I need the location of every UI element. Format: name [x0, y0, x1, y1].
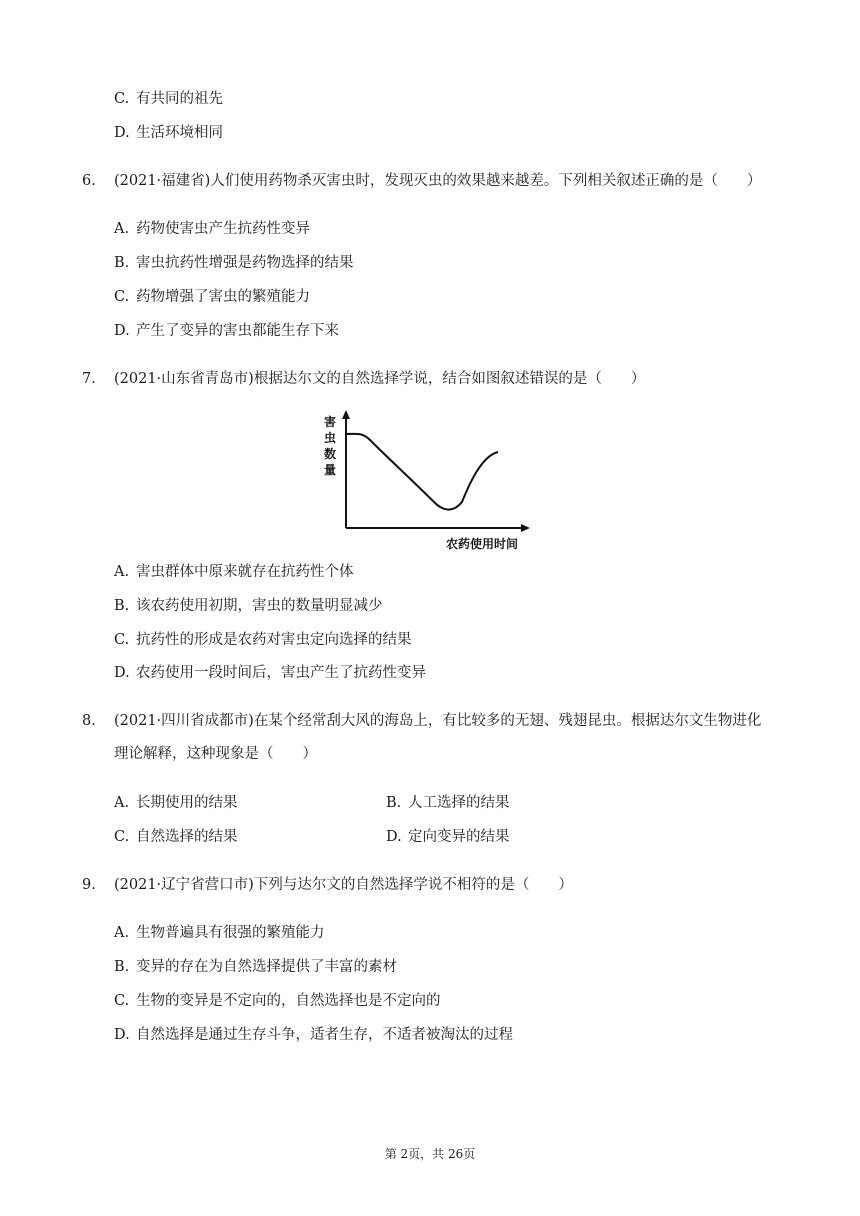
option-text: 药物使害虫产生抗药性变异 [136, 221, 310, 237]
question-stem: (2021·辽宁省营口市)下列与达尔文的自然选择学说不相符的是（ ） [114, 877, 573, 893]
y-axis-arrow [342, 410, 350, 419]
option-text: 自然选择的结果 [136, 829, 238, 845]
option-letter: C. [114, 632, 130, 648]
option-letter: B. [114, 255, 130, 271]
y-label-char: 量 [324, 463, 337, 477]
q6-option-b [114, 253, 354, 273]
option-letter: C. [114, 289, 130, 305]
question-stem: (2021·福建省)人们使用药物杀灭害虫时，发现灭虫的效果越来越差。下列相关叙述正确的是（ ） [114, 173, 762, 189]
option-text: 害虫抗药性增强是药物选择的结果 [136, 255, 354, 271]
option-letter: A. [114, 221, 130, 237]
option-text: 害虫群体中原来就存在抗药性个体 [136, 564, 354, 580]
option-text: 生物的变异是不定向的，自然选择也是不定向的 [136, 993, 441, 1009]
q9-option-b [114, 957, 397, 977]
question-stem-line1: (2021·四川省成都市)在某个经常刮大风的海岛上，有比较多的无翅、残翅昆虫。根据达尔文生物进化 [114, 713, 762, 729]
option-letter: D. [114, 1027, 130, 1043]
q6-option-d [114, 321, 339, 341]
option-text: 自然选择是通过生存斗争，适者生存，不适者被淘汰的过程 [136, 1027, 513, 1043]
question-number: 9. [82, 877, 96, 893]
option-letter: B. [386, 795, 402, 811]
option-text: 该农药使用初期，害虫的数量明显减少 [136, 598, 383, 614]
option-text: 生物普遍具有很强的繁殖能力 [136, 925, 325, 941]
pest-population-graph [322, 410, 538, 554]
q8-option-a [114, 793, 238, 813]
pest-population-figure [322, 410, 538, 554]
option-text: 抗药性的形成是农药对害虫定向选择的结果 [136, 632, 412, 648]
option-letter: D. [114, 323, 130, 339]
question-stem-line2: 理论解释，这种现象是（ ） [114, 746, 317, 762]
q8-option-c [114, 827, 238, 847]
q6-option-c [114, 287, 310, 307]
question-stem: (2021·山东省青岛市)根据达尔文的自然选择学说，结合如图叙述错误的是（ ） [114, 371, 646, 387]
option-letter: C. [114, 829, 130, 845]
q6-option-a [114, 219, 310, 239]
option-text: 人工选择的结果 [408, 795, 510, 811]
option-letter: A. [114, 795, 130, 811]
option-text: 长期使用的结果 [136, 795, 238, 811]
q9-option-c [114, 991, 441, 1011]
option-letter: D. [114, 665, 130, 681]
option-text: 产生了变异的害虫都能生存下来 [136, 323, 339, 339]
x-axis-arrow [521, 524, 530, 532]
q9-option-d [114, 1025, 513, 1045]
page-footer: 第 2页，共 26页 [384, 1147, 476, 1161]
option-letter: D. [386, 829, 402, 845]
q7-option-a [114, 562, 354, 582]
q5-option-c [114, 89, 223, 109]
question-number: 8. [82, 713, 96, 729]
question-number: 7. [82, 371, 96, 387]
option-letter: C. [114, 91, 130, 107]
option-letter: A. [114, 925, 130, 941]
option-text: 药物增强了害虫的繁殖能力 [136, 289, 310, 305]
option-letter: B. [114, 959, 130, 975]
q7-option-d [114, 663, 426, 683]
y-label-char: 害 [324, 415, 337, 429]
option-text: 农药使用一段时间后，害虫产生了抗药性变异 [136, 665, 426, 681]
option-letter: D. [114, 125, 130, 141]
option-text: 定向变异的结果 [408, 829, 510, 845]
q8-option-d [386, 827, 510, 847]
option-letter: C. [114, 993, 130, 1009]
q9-option-a [114, 923, 325, 943]
option-letter: B. [114, 598, 130, 614]
option-text: 变异的存在为自然选择提供了丰富的素材 [136, 959, 397, 975]
option-letter: A. [114, 564, 130, 580]
y-label-char: 虫 [324, 431, 337, 445]
population-curve [346, 434, 498, 510]
option-text: 有共同的祖先 [136, 91, 223, 107]
option-text: 生活环境相同 [136, 125, 223, 141]
y-label-char: 数 [324, 447, 337, 461]
q5-option-d [114, 123, 223, 143]
q7-option-c [114, 630, 412, 650]
q7-option-b [114, 596, 383, 616]
x-axis-label: 农药使用时间 [446, 537, 519, 551]
question-number: 6. [82, 173, 96, 189]
q8-option-b [386, 793, 510, 813]
